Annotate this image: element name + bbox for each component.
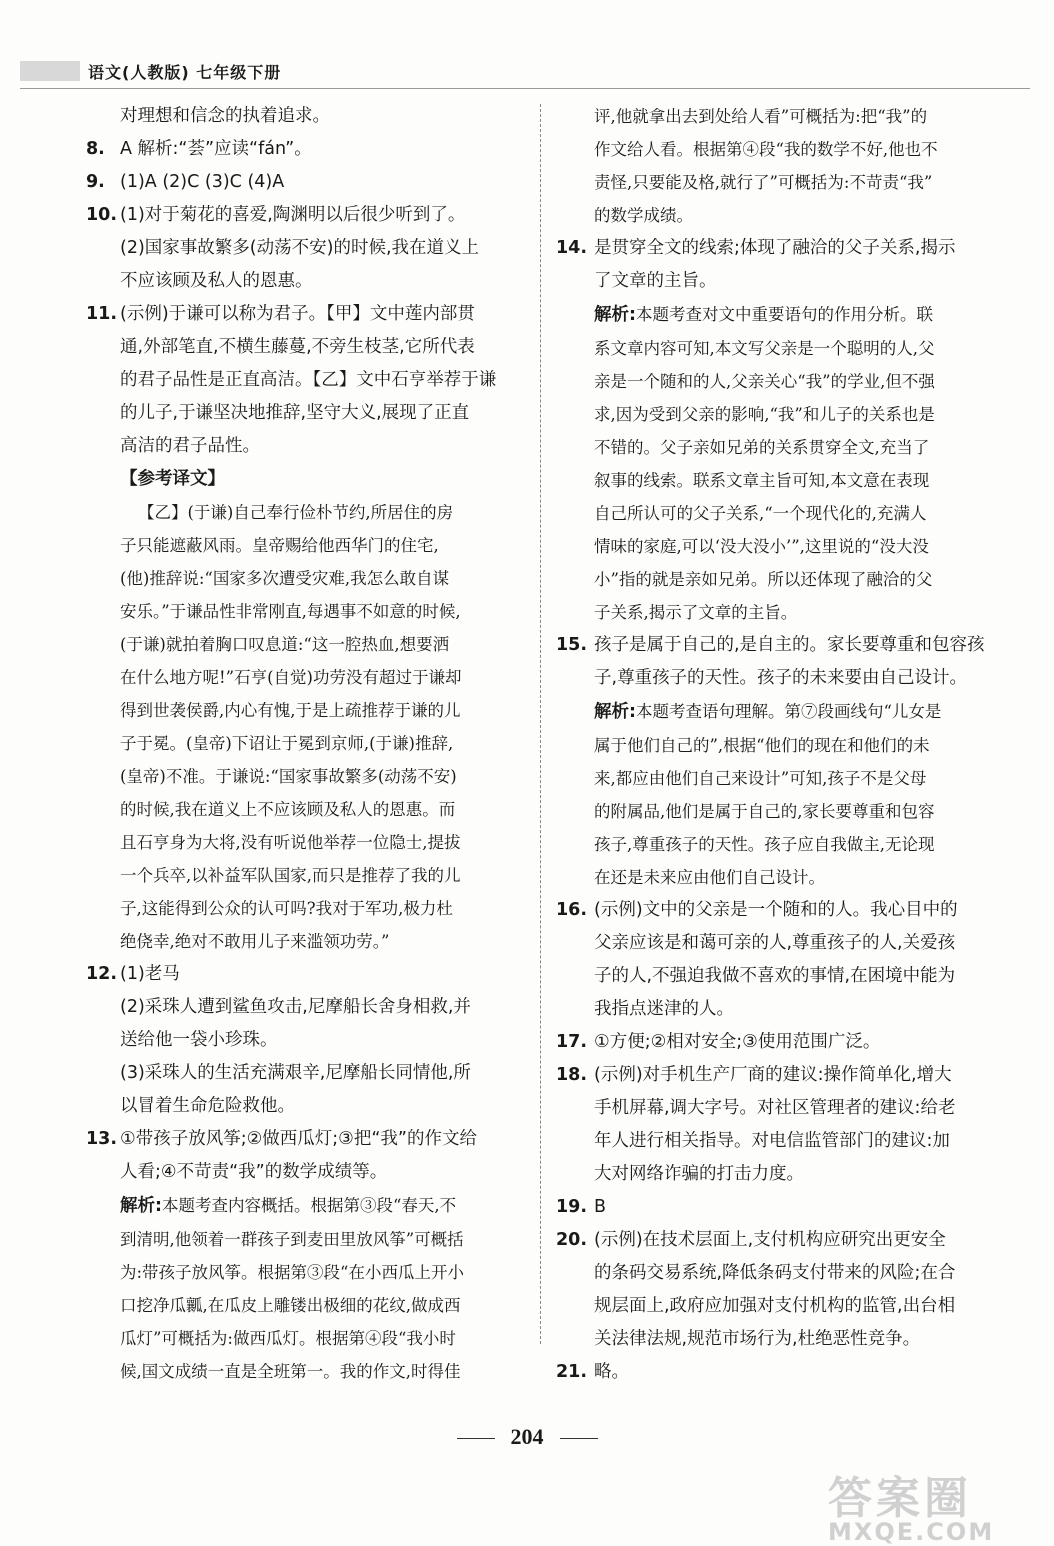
answer-line: (2)采珠人遭到鲨鱼攻击,尼摩船长舍身相救,并 — [120, 997, 471, 1017]
question-16 — [556, 894, 1004, 1026]
answer-line: 不应该顾及私人的恩惠。 — [120, 271, 313, 291]
answer-text: ①方便;②相对安全;③使用范围广泛。 — [594, 1032, 881, 1052]
question-number: 20. — [556, 1230, 588, 1250]
answer-line: 大对网络诈骗的打击力度。 — [594, 1164, 804, 1184]
analysis-line: 作文给人看。根据第④段“我的数学不好,他也不 — [594, 140, 938, 159]
answer-line: 子的人,不强迫我做不喜欢的事情,在困境中能为 — [594, 966, 956, 986]
question-number: 9. — [86, 172, 105, 192]
analysis-line: 自己所认可的父子关系,“一个现代化的,充满人 — [594, 504, 927, 523]
answer-line: 以冒着生命危险救他。 — [120, 1096, 295, 1116]
answer-line: 是贯穿全文的线索;体现了融洽的父子关系,揭示 — [594, 238, 956, 258]
analysis-line: 属于他们自己的”,根据“他们的现在和他们的未 — [594, 736, 930, 755]
question-number: 17. — [556, 1032, 588, 1052]
question-number: 10. — [86, 205, 118, 225]
translation-line: (皇帝)不准。于谦说:“国家事故繁多(动荡不安) — [120, 767, 457, 786]
answer-line: (示例)于谦可以称为君子。【甲】文中莲内部贯 — [120, 304, 475, 324]
question-number: 18. — [556, 1065, 588, 1085]
answer-text: A 解析:“荟”应读“fán”。 — [120, 139, 312, 159]
analysis-line: 求,因为受到父亲的影响,“我”和儿子的关系也是 — [594, 405, 935, 424]
translation-line: 在什么地方呢!”石亨(自觉)功劳没有超过于谦却 — [120, 668, 462, 687]
translation-line: 且石亨身为大将,没有听说他举荐一位隐士,提拔 — [120, 833, 461, 852]
answer-line: 孩子是属于自己的,是自主的。家长要尊重和包容孩 — [594, 635, 985, 655]
question-14 — [556, 232, 1004, 629]
question-number: 19. — [556, 1197, 588, 1217]
answer-line: (示例)在技术层面上,支付机构应研究出更安全 — [594, 1230, 946, 1250]
answer-line: 我指点迷津的人。 — [594, 999, 734, 1019]
watermark-url: MXQE.COM — [828, 1518, 995, 1546]
question-number: 12. — [86, 964, 118, 984]
question-17 — [556, 1026, 1004, 1059]
answer-line: 关法律法规,规范市场行为,杜绝恶性竞争。 — [594, 1329, 921, 1349]
analysis-line: 瓜灯”可概括为:做西瓜灯。根据第④段“我小时 — [120, 1329, 456, 1348]
answer-text: 略。 — [594, 1362, 629, 1382]
answer-line: 的君子品性是正直高洁。【乙】文中石亨举荐于谦 — [120, 370, 497, 390]
header-tab-block — [20, 61, 80, 81]
translation-line: 绝侥幸,绝对不敢用儿子来滥领功劳。” — [120, 932, 390, 951]
translation-line: (于谦)就拍着胸口叹息道:“这一腔热血,想要洒 — [120, 635, 450, 654]
answer-line: 规层面上,政府应加强对支付机构的监管,出台相 — [594, 1296, 956, 1316]
question-10 — [86, 199, 526, 298]
translation-line: 安乐。”于谦品性非常刚直,每遇事不如意的时候, — [120, 602, 461, 621]
analysis-line: 叙事的线索。联系文章主旨可知,本文意在表现 — [594, 471, 930, 490]
answer-line: 人看;④不苛责“我”的数学成绩等。 — [120, 1162, 388, 1182]
question-number: 11. — [86, 304, 118, 324]
translation-line: (他)推辞说:“国家多次遭受灾难,我怎么敢自谋 — [120, 569, 450, 588]
analysis-line: 的数学成绩。 — [594, 206, 693, 225]
answer-line: (3)采珠人的生活充满艰辛,尼摩船长同情他,所 — [120, 1063, 471, 1083]
page-header — [20, 56, 281, 86]
answer-line: 父亲应该是和蔼可亲的人,尊重孩子的人,关爱孩 — [594, 933, 956, 953]
watermark-text: 答案圈 — [828, 1473, 972, 1524]
analysis-line: 来,都应由他们自己来设计”可知,孩子不是父母 — [594, 769, 927, 788]
analysis-line: 小”指的就是亲如兄弟。所以还体现了融洽的父 — [594, 570, 933, 589]
analysis-line: 到清明,他领着一群孩子到麦田里放风筝”可概括 — [120, 1230, 464, 1249]
analysis-text: 本题考查内容概括。根据第③段“春天,不 — [162, 1196, 457, 1215]
analysis-line: 不错的。父子亲如兄弟的关系贯穿全文,充当了 — [594, 438, 930, 457]
analysis-line: 在还是未来应由他们自己设计。 — [594, 868, 825, 887]
question-number: 8. — [86, 139, 105, 159]
translation-line: 子只能遮蔽风雨。皇帝赐给他西华门的住宅, — [120, 536, 439, 555]
page-number: 204 — [0, 1424, 1054, 1450]
analysis-label: 解析: — [594, 702, 636, 722]
question-number: 15. — [556, 635, 588, 655]
analysis-label: 解析: — [120, 1196, 162, 1216]
analysis-line: 候,国文成绩一直是全班第一。我的作文,时得佳 — [120, 1362, 461, 1381]
question-19 — [556, 1191, 1004, 1224]
question-11 — [86, 298, 526, 958]
question-number: 14. — [556, 238, 588, 258]
translation-line: 的时候,我在道义上不应该顾及私人的恩惠。而 — [120, 800, 456, 819]
analysis-line: 子关系,揭示了文章的主旨。 — [594, 603, 798, 622]
analysis-line: 的附属品,他们是属于自己的,家长要尊重和包容 — [594, 802, 935, 821]
column-divider — [540, 104, 541, 1344]
right-column — [556, 100, 1004, 1389]
analysis-line: 责怪,只要能及格,就行了”可概括为:不苛责“我” — [594, 173, 933, 192]
answer-continuation: 对理想和信念的执着追求。 — [120, 106, 330, 126]
left-column — [86, 100, 526, 1388]
analysis-line: 系文章内容可知,本文写父亲是一个聪明的人,父 — [594, 339, 935, 358]
question-9 — [86, 166, 526, 199]
answer-text: (1)A (2)C (3)C (4)A — [120, 172, 285, 192]
analysis-line: 为:带孩子放风筝。根据第③段“在小西瓜上开小 — [120, 1263, 464, 1282]
question-number: 13. — [86, 1129, 118, 1149]
answer-line: (示例)对手机生产厂商的建议:操作简单化,增大 — [594, 1065, 952, 1085]
analysis-line: 孩子,尊重孩子的天性。孩子应自我做主,无论现 — [594, 835, 935, 854]
translation-line: 一个兵卒,以补益军队国家,而只是推荐了我的儿 — [120, 866, 461, 885]
translation-line: 【乙】(于谦)自己奉行俭朴节约,所居住的房 — [138, 503, 454, 522]
analysis-line: 评,他就拿出去到处给人看”可概括为:把“我”的 — [594, 107, 928, 126]
answer-line: 送给他一袋小珍珠。 — [120, 1030, 278, 1050]
analysis-label: 解析: — [594, 305, 636, 325]
analysis-line: 情味的家庭,可以‘没大没小’”,这里说的“没大没 — [594, 537, 929, 556]
answer-text: B — [594, 1197, 607, 1217]
translation-line: 子于冕。(皇帝)下诏让于冕到京师,(于谦)推辞, — [120, 734, 454, 753]
answer-line: 年人进行相关指导。对电信监管部门的建议:加 — [594, 1131, 950, 1151]
header-title: 语文(人教版) 七年级下册 — [88, 62, 282, 82]
analysis-text: 本题考查对文中重要语句的作用分析。联 — [636, 305, 933, 324]
answer-line: 子,尊重孩子的天性。孩子的未来要由自己设计。 — [594, 668, 968, 688]
analysis-line: 亲是一个随和的人,父亲关心“我”的学业,但不强 — [594, 372, 935, 391]
header-divider — [20, 88, 1030, 89]
answer-line: ①带孩子放风筝;②做西瓜灯;③把“我”的作文给 — [120, 1129, 477, 1149]
translation-line: 得到世袭侯爵,内心有愧,于是上疏推荐于谦的儿 — [120, 701, 461, 720]
question-18 — [556, 1059, 1004, 1191]
answer-line: 了文章的主旨。 — [594, 271, 717, 291]
answer-line: 高洁的君子品性。 — [120, 436, 260, 456]
answer-line: 的条码交易系统,降低条码支付带来的风险;在合 — [594, 1263, 956, 1283]
answer-line: 手机屏幕,调大字号。对社区管理者的建议:给老 — [594, 1098, 956, 1118]
answer-line: (示例)文中的父亲是一个随和的人。我心目中的 — [594, 900, 958, 920]
answer-line: 通,外部笔直,不横生藤蔓,不旁生枝茎,它所代表 — [120, 337, 475, 357]
question-number: 16. — [556, 900, 588, 920]
watermark-logo — [828, 1462, 1028, 1546]
analysis-text: 本题考查语句理解。第⑦段画线句“儿女是 — [636, 702, 942, 721]
answer-line: (1)对于菊花的喜爱,陶渊明以后很少听到了。 — [120, 205, 466, 225]
question-21 — [556, 1356, 1004, 1389]
question-8 — [86, 133, 526, 166]
question-12 — [86, 958, 526, 1123]
translation-title: 【参考译文】 — [120, 469, 225, 489]
question-15 — [556, 629, 1004, 894]
answer-line: (1)老马 — [120, 964, 180, 984]
question-13 — [86, 1123, 526, 1388]
question-number: 21. — [556, 1362, 588, 1382]
translation-line: 子,这能得到公众的认可吗?我对于军功,极力杜 — [120, 899, 453, 918]
question-20 — [556, 1224, 1004, 1356]
analysis-line: 口挖净瓜瓤,在瓜皮上雕镂出极细的花纹,做成西 — [120, 1296, 461, 1315]
answer-line: (2)国家事故繁多(动荡不安)的时候,我在道义上 — [120, 238, 480, 258]
answer-line: 的儿子,于谦坚决地推辞,坚守大义,展现了正直 — [120, 403, 470, 423]
